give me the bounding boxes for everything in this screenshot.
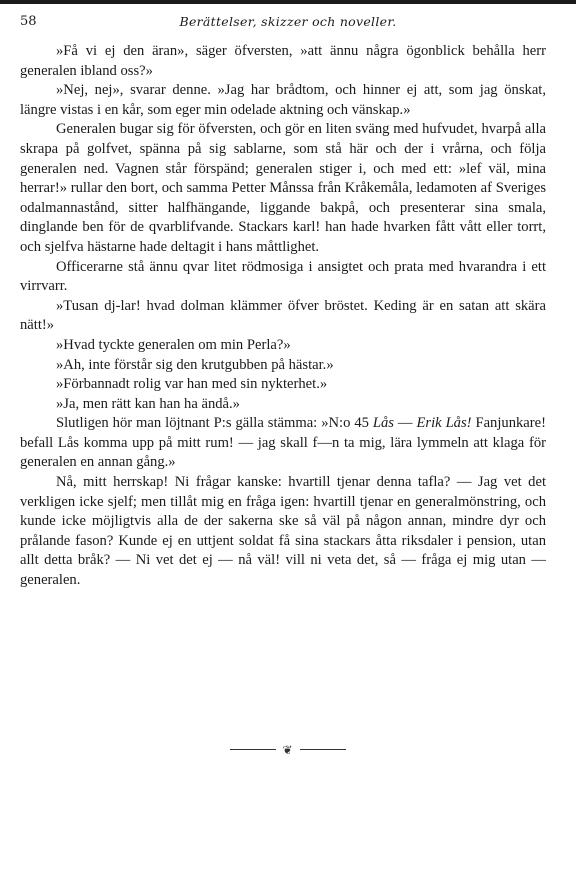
paragraph: »Förbannadt rolig var han med sin nykterhet.»	[56, 376, 328, 393]
paragraph-lieutenant	[20, 414, 546, 473]
paragraph: »Hvad tyckte generalen om min Perla?»	[56, 336, 291, 353]
page-number: 58	[20, 14, 37, 29]
paragraph: Generalen bugar sig för öfversten, och gör en liten sväng med hufvudet, hvarpå alla skrapa på golfvet, spänna på sig sablarne, som stå här och der i vrårna, och följa generalen ned. Vagnen står förspänd; generalen stiger i, och med ett: »lef väl, mina herrar!» rullar den bort, och samma Petter Månssa från Kråkemåla, ledamoten af Sveriges odalmannastånd, sitter halfhängande, liggande bakpå, och presenterar sina smala, dinglande ben för de qvarblifvande. Stackars karl! han hade hvarken fått vått eller torrt, och sjelfva hästarne hade deltagit i hans måttlighet.	[20, 121, 546, 255]
printer-ornament-icon: ❦	[282, 742, 294, 757]
running-title: Berättelser, skizzer och noveller.	[179, 14, 397, 29]
name-las: Lås	[372, 415, 394, 432]
ornament-rule-left	[230, 749, 276, 750]
lieutenant-rest: Fanjunkare! befall Lås komma upp på mitt rum! — jag skall f—n ta mig, lära lymmeln att klaga för generalen en annan gång.»	[20, 415, 546, 471]
paragraph: Officerarne stå ännu qvar litet rödmosiga i ansigtet och prata med hvarandra i ett virrvarr.	[20, 258, 546, 295]
ornament-rule-right	[300, 749, 346, 750]
lieutenant-lead: Slutligen hör man löjtnant P:s gälla stämma: »N:o 45	[56, 415, 373, 432]
paragraph-final: Nå, mitt herrskap! Ni frågar kanske: hvartill tjenar denna tafla? — Jag vet det verkligen icke sjelf; men tillåt mig en fråga igen: hvartill tjenar en generalmönstring, och kunde icke möjligtvis alla de der sakerna ske så väl på någon annan, mindre dyr och prålande fason? Kunde ej en uttjent soldat få sina stackars åtta riksdaler i pension, utan allt detta bråk? — Ni vet det ej — nå väl! vill ni veta det, så — fråga ej mig utan — generalen.	[20, 474, 546, 589]
section-ornament	[0, 742, 576, 757]
paragraph: »Tusan dj-lar! hvad dolman klämmer öfver bröstet. Keding är en satan att skära nätt!»	[20, 297, 546, 334]
page-header	[20, 14, 556, 34]
paragraph: »Få vi ej den äran», säger öfversten, »att ännu några ögonblick behålla herr generalen ibland oss?»	[20, 43, 546, 79]
body-text	[20, 42, 546, 591]
paragraph: »Ja, men rätt kan han ha ändå.»	[56, 395, 240, 412]
dash: —	[393, 415, 417, 432]
top-rule	[0, 0, 576, 4]
name-erik-las: Erik Lås!	[416, 415, 472, 432]
paragraph: »Ah, inte förstår sig den krutgubben på hästar.»	[56, 356, 334, 373]
paragraph: »Nej, nej», svarar denne. »Jag har brådtom, och hinner ej att, som jag önskat, längre vistas i en kår, som eger min odelade aktning och vänskap.»	[20, 82, 546, 118]
